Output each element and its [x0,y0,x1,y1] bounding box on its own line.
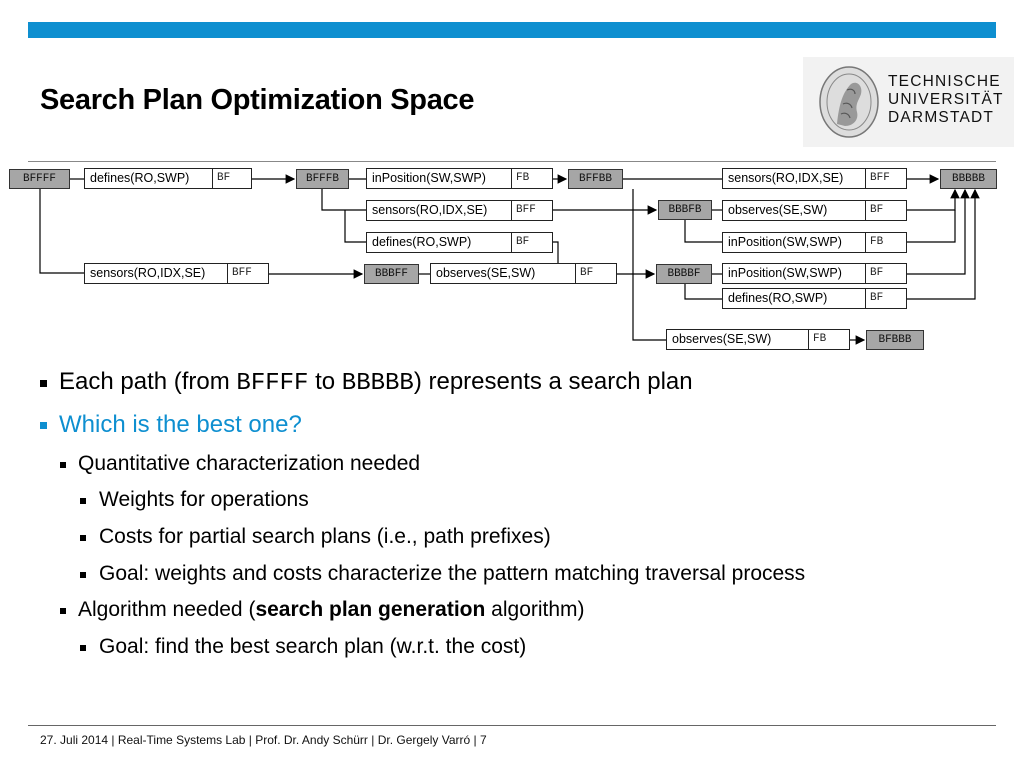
operation-adornment: BFF [870,172,890,184]
operation-box [722,200,907,221]
bullet-text: Algorithm needed ( [78,598,256,621]
operation-box [366,200,553,221]
bullet-text: to [308,368,342,395]
operation-adornment: BF [870,204,884,216]
bullet-item [80,525,551,549]
state-node: BFFFF [9,169,70,189]
logo-line-2: UNIVERSITÄT [888,91,1004,108]
bullet-text: ) represents a search plan [413,368,693,395]
state-node: BBBBB [940,169,997,189]
operation-name: observes(SE,SW) [667,330,809,349]
connector [40,189,84,273]
operation-name: inPosition(SW,SWP) [723,233,866,252]
operation-box [722,288,907,309]
bullet-item [60,452,420,476]
operation-adornment: BFF [516,204,536,216]
operation-box [722,263,907,284]
arrow [907,190,955,210]
connector [345,210,366,242]
operation-name: observes(SE,SW) [723,201,866,220]
state-node: BFBBB [866,330,924,350]
operation-name: observes(SE,SW) [431,264,576,283]
operation-name: defines(RO,SWP) [85,169,213,188]
connector [322,189,366,210]
bullet-text: algorithm) [485,598,585,621]
bullet-square-icon [80,645,86,651]
footer-separator [28,725,996,726]
state-node: BBBFF [364,264,419,284]
state-node: BFFFB [296,169,349,189]
operation-box [84,263,269,284]
end-state-code: BBBBB [341,370,414,397]
operation-box [84,168,252,189]
bullet-square-icon [40,422,47,429]
bullet-square-icon [60,462,66,468]
bullet-text: Quantitative characterization needed [78,452,421,475]
operation-box [666,329,850,350]
connector [685,220,722,242]
operation-name: sensors(RO,IDX,SE) [85,264,228,283]
connector [907,210,955,242]
logo-line-3: DARMSTADT [888,109,995,126]
operation-adornment: BF [516,236,530,248]
bullet-text: Weights for operations [99,488,309,511]
operation-box [366,232,553,253]
operation-box [722,168,907,189]
page-title: Search Plan Optimization Space [40,84,475,116]
operation-box [366,168,553,189]
bullet-item [60,598,585,622]
connector [685,284,722,299]
footer-text: 27. Juli 2014 | Real-Time Systems Lab | Prof. Dr. Andy Schürr | Dr. Gergely Varró | 7 [40,733,487,747]
operation-adornment: FB [870,236,884,248]
bullet-text: Goal: weights and costs characterize the pattern matching traversal process [99,562,806,585]
bullet-item [40,411,302,439]
operation-name: defines(RO,SWP) [723,289,866,308]
state-node: BFFBB [568,169,623,189]
bullet-square-icon [80,572,86,578]
bullet-text: Which is the best one? [59,411,302,438]
bullet-item [80,562,805,586]
operation-name: inPosition(SW,SWP) [723,264,866,283]
operation-adornment: BF [870,292,884,304]
bullet-square-icon [80,535,86,541]
operation-adornment: BF [870,267,884,279]
bullet-text: Goal: find the best search plan (w.r.t. the cost) [99,635,527,658]
operation-adornment: BF [580,267,594,279]
arrow [907,190,965,274]
operation-adornment: BF [217,172,231,184]
state-node: BBBFB [658,200,712,220]
bullet-item [40,368,693,397]
operation-name: defines(RO,SWP) [367,233,512,252]
operation-adornment: FB [516,172,530,184]
bullet-item [80,488,309,512]
search-plan-diagram [0,0,1024,360]
operation-name: inPosition(SW,SWP) [367,169,512,188]
bullet-text: Each path (from [59,368,237,395]
operation-name: sensors(RO,IDX,SE) [723,169,866,188]
operation-adornment: FB [813,333,827,345]
operation-box [430,263,617,284]
bullet-text: Costs for partial search plans (i.e., path prefixes) [99,525,551,548]
state-node: BBBBF [656,264,712,284]
bullet-square-icon [80,498,86,504]
logo-line-1: TECHNISCHE [888,73,1001,90]
operation-adornment: BFF [232,267,252,279]
operation-box [722,232,907,253]
operation-name: sensors(RO,IDX,SE) [367,201,512,220]
bullet-square-icon [60,608,66,614]
bullet-bold-text: search plan generation [255,598,486,621]
start-state-code: BFFFF [236,370,309,397]
bullet-item [80,635,526,659]
bullet-square-icon [40,380,47,387]
